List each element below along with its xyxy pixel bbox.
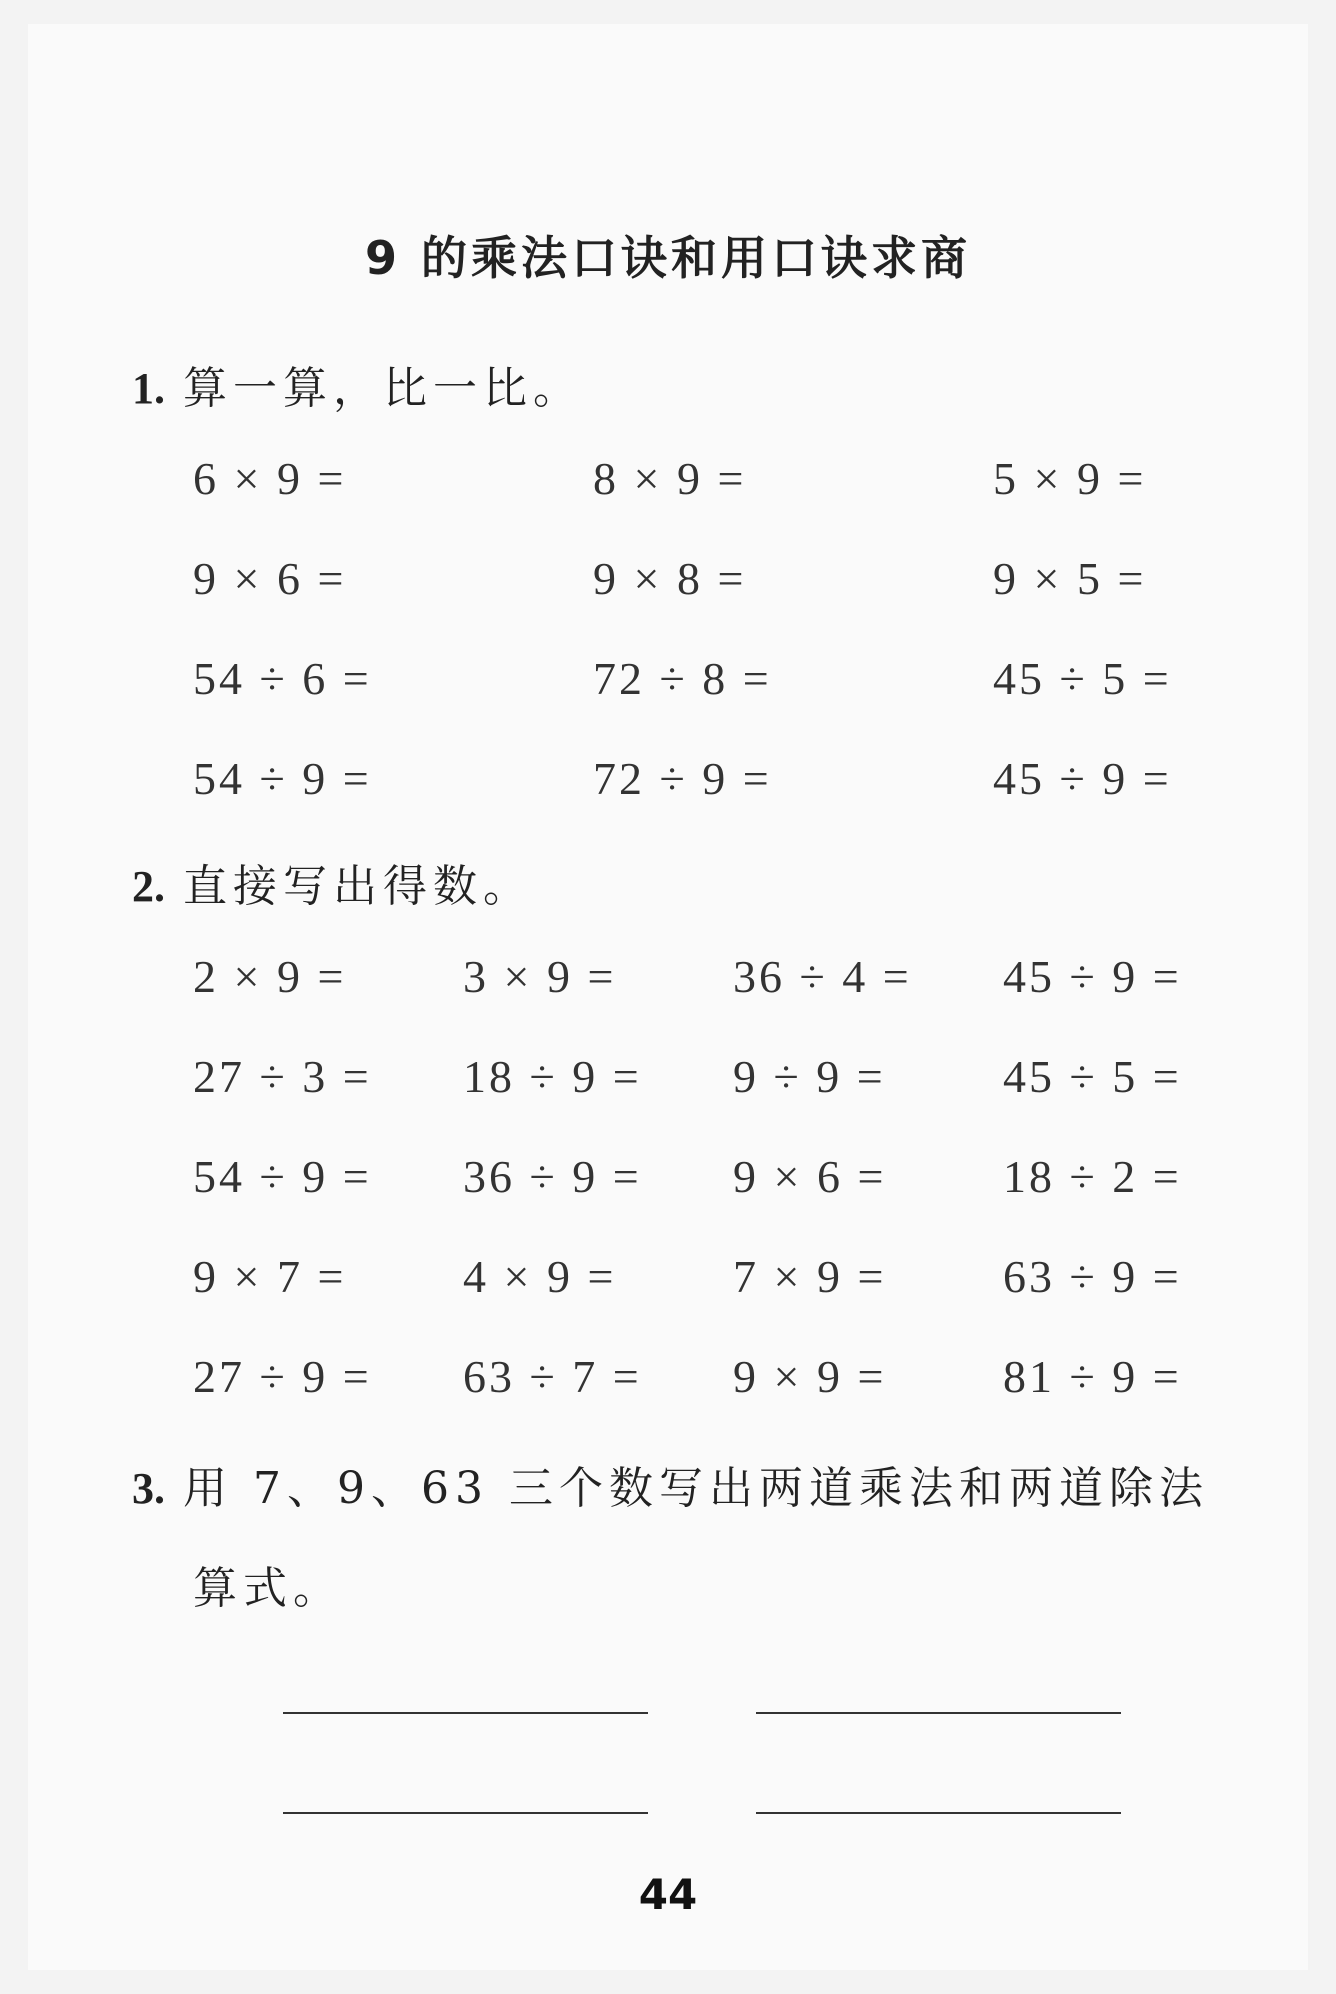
answer-line[interactable] [756, 1712, 1121, 1714]
question-1-text: 算一算，比一比。 [183, 363, 583, 414]
question-2-text: 直接写出得数。 [183, 861, 533, 912]
q2-equation: 9 × 9 = [733, 1351, 887, 1402]
q2-equation: 45 ÷ 9 = [1003, 951, 1182, 1002]
q2-equation: 81 ÷ 9 = [1003, 1351, 1182, 1402]
q1-equation: 72 ÷ 9 = [593, 753, 772, 804]
q1-equation: 9 × 5 = [993, 553, 1147, 604]
q1-equation: 54 ÷ 6 = [193, 653, 372, 704]
q2-equation: 9 ÷ 9 = [733, 1051, 886, 1102]
question-1-number: 1. [132, 364, 165, 413]
question-2-heading [132, 850, 533, 914]
q1-equation: 8 × 9 = [593, 453, 747, 504]
q2-equation: 9 × 6 = [733, 1151, 887, 1202]
question-3-number: 3. [132, 1464, 165, 1513]
q1-equation: 9 × 6 = [193, 553, 347, 604]
answer-line[interactable] [756, 1812, 1121, 1814]
q2-equation: 18 ÷ 2 = [1003, 1151, 1182, 1202]
question-2-number: 2. [132, 862, 165, 911]
q2-equation: 4 × 9 = [463, 1251, 617, 1302]
page-number: 44 [638, 1870, 698, 1919]
question-3-text-line2: 算式。 [193, 1563, 343, 1614]
page-title: 9 的乘法口诀和用口诀求商 [364, 231, 972, 285]
q2-equation: 7 × 9 = [733, 1251, 887, 1302]
q2-equation: 36 ÷ 9 = [463, 1151, 642, 1202]
answer-line[interactable] [283, 1712, 648, 1714]
q1-equation: 5 × 9 = [993, 453, 1147, 504]
q2-equation: 2 × 9 = [193, 951, 347, 1002]
question-3-heading [132, 1452, 1209, 1516]
q2-equation: 63 ÷ 9 = [1003, 1251, 1182, 1302]
q1-equation: 72 ÷ 8 = [593, 653, 772, 704]
q1-equation: 45 ÷ 5 = [993, 653, 1172, 704]
q2-equation: 27 ÷ 9 = [193, 1351, 372, 1402]
q2-equation: 45 ÷ 5 = [1003, 1051, 1182, 1102]
q2-equation: 36 ÷ 4 = [733, 951, 912, 1002]
q2-equation: 54 ÷ 9 = [193, 1151, 372, 1202]
q1-equation: 45 ÷ 9 = [993, 753, 1172, 804]
q2-equation: 9 × 7 = [193, 1251, 347, 1302]
answer-line[interactable] [283, 1812, 648, 1814]
q2-equation: 27 ÷ 3 = [193, 1051, 372, 1102]
q2-equation: 63 ÷ 7 = [463, 1351, 642, 1402]
q1-equation: 6 × 9 = [193, 453, 347, 504]
q2-equation: 3 × 9 = [463, 951, 617, 1002]
q1-equation: 54 ÷ 9 = [193, 753, 372, 804]
q2-equation: 18 ÷ 9 = [463, 1051, 642, 1102]
question-3-text-line1: 用 7、9、63 三个数写出两道乘法和两道除法 [183, 1463, 1209, 1514]
question-1-heading [132, 352, 583, 416]
q1-equation: 9 × 8 = [593, 553, 747, 604]
